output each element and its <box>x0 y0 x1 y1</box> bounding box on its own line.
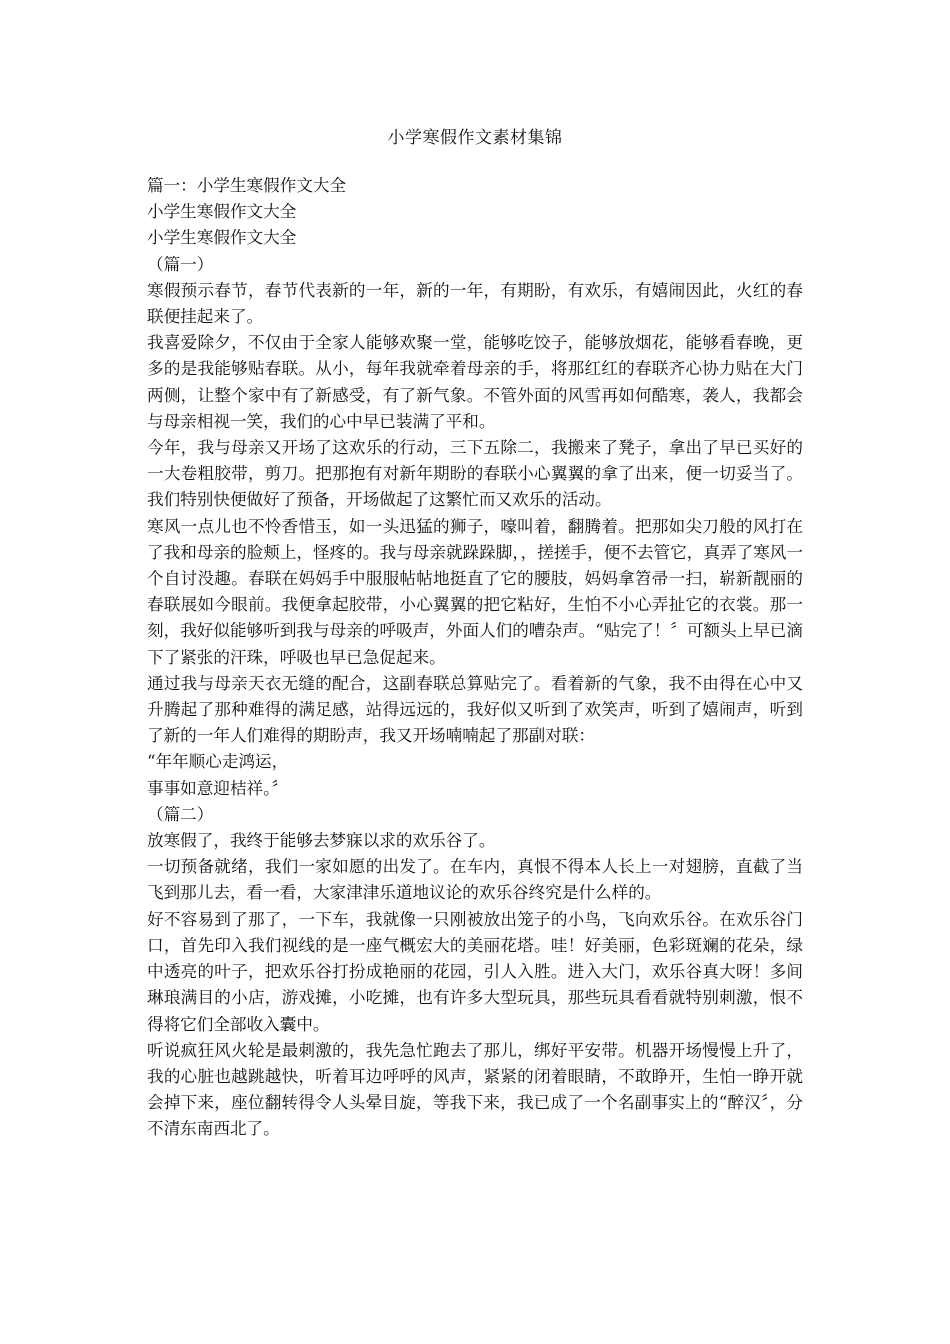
couplet-line: “年年顺心走鸿运， <box>147 752 289 772</box>
paragraph: 通过我与母亲天衣无缝的配合，这副春联总算贴完了。看着新的气象，我不由得在心中又升腾起了那种难得的满足感，站得远远的，我好似又听到了欢笑声，听到了嬉闹声，听到了新的一年人们难得的期盼声，我又开场喃喃起了那副对联： <box>147 673 803 746</box>
subheading: 小学生寒假作文大全 <box>147 228 297 248</box>
couplet-line: 事事如意迎桔祥。〞 <box>147 778 289 798</box>
paragraph: 好不容易到了那了，一下车，我就像一只刚被放出笼子的小鸟，飞向欢乐谷。在欢乐谷门口，首先印入我们视线的是一座气概宏大的美丽花塔。哇！好美丽，色彩斑斓的花朵，绿中透亮的叶子，把欢乐谷打扮成艳丽的花园，引人入胜。进入大门，欢乐谷真大呀！多间琳琅满目的小店，游戏摊，小吃摊，也有许多大型玩具，那些玩具看看就特别刺激，恨不得将它们全部收入囊中。 <box>147 909 803 1034</box>
part-label: （篇二） <box>147 804 214 824</box>
paragraph: 寒假预示春节，春节代表新的一年，新的一年，有期盼，有欢乐，有嬉闹因此，火红的春联便挂起来了。 <box>147 280 803 327</box>
paragraph: 我喜爱除夕，不仅由于全家人能够欢聚一堂，能够吃饺子，能够放烟花，能够看春晚，更多的是我能够贴春联。从小，每年我就牵着母亲的手，将那红红的春联齐心协力贴在大门两侧，让整个家中有了新感受，有了新气象。不管外面的风雪再如何酷寒，袭人，我都会与母亲相视一笑，我们的心中早已装满了平和。 <box>147 333 803 431</box>
document-title: 小学寒假作文素材集锦 <box>387 128 563 148</box>
part-label: （篇一） <box>147 254 214 274</box>
paragraph: 听说疯狂风火轮是最刺激的，我先急忙跑去了那儿，绑好平安带。机器开场慢慢上升了，我的心脏也越跳越快，听着耳边呼呼的风声，紧紧的闭着眼睛，不敢睁开，生怕一睁开就会掉下来，座位翻转得令人头晕目旋，等我下来，我已成了一个名副事实上的“醉汉〞，分不清东南西北了。 <box>147 1040 803 1139</box>
section-heading: 篇一：小学生寒假作文大全 <box>147 176 347 195</box>
paragraph: 放寒假了，我终于能够去梦寐以求的欢乐谷了。 <box>147 831 496 851</box>
subheading: 小学生寒假作文大全 <box>147 202 297 222</box>
paragraph: 一切预备就绪，我们一家如愿的出发了。在车内，真恨不得本人长上一对翅膀，直截了当飞到那儿去，看一看，大家津津乐道地议论的欢乐谷终究是什么样的。 <box>147 857 803 903</box>
paragraph: 寒风一点儿也不怜香惜玉，如一头迅猛的狮子，嚎叫着，翻腾着。把那如尖刀般的风打在了我和母亲的脸颊上，怪疼的。我与母亲就跺跺脚，，搓搓手，便不去管它，真弄了寒风一个自讨没趣。春联在妈妈手中服服帖帖地挺直了它的腰肢，妈妈拿笤帚一扫，崭新靓丽的春联展如今眼前。我便拿起胶带，小心翼翼的把它粘好，生怕不小心弄扯它的衣裳。那一刻，我好似能够听到我与母亲的呼吸声，外面人们的嘈杂声。“贴完了！〞可额头上早已滴下了紧张的汗珠，呼吸也早已急促起来。 <box>147 516 803 667</box>
paragraph: 今年，我与母亲又开场了这欢乐的行动，三下五除二，我搬来了凳子，拿出了早已买好的一大卷粗胶带，剪刀。把那抱有对新年期盼的春联小心翼翼的拿了出来，便一切妥当了。我们特别快便做好了预备，开场做起了这繁忙而又欢乐的活动。 <box>147 438 803 510</box>
document-body <box>147 173 803 1143</box>
